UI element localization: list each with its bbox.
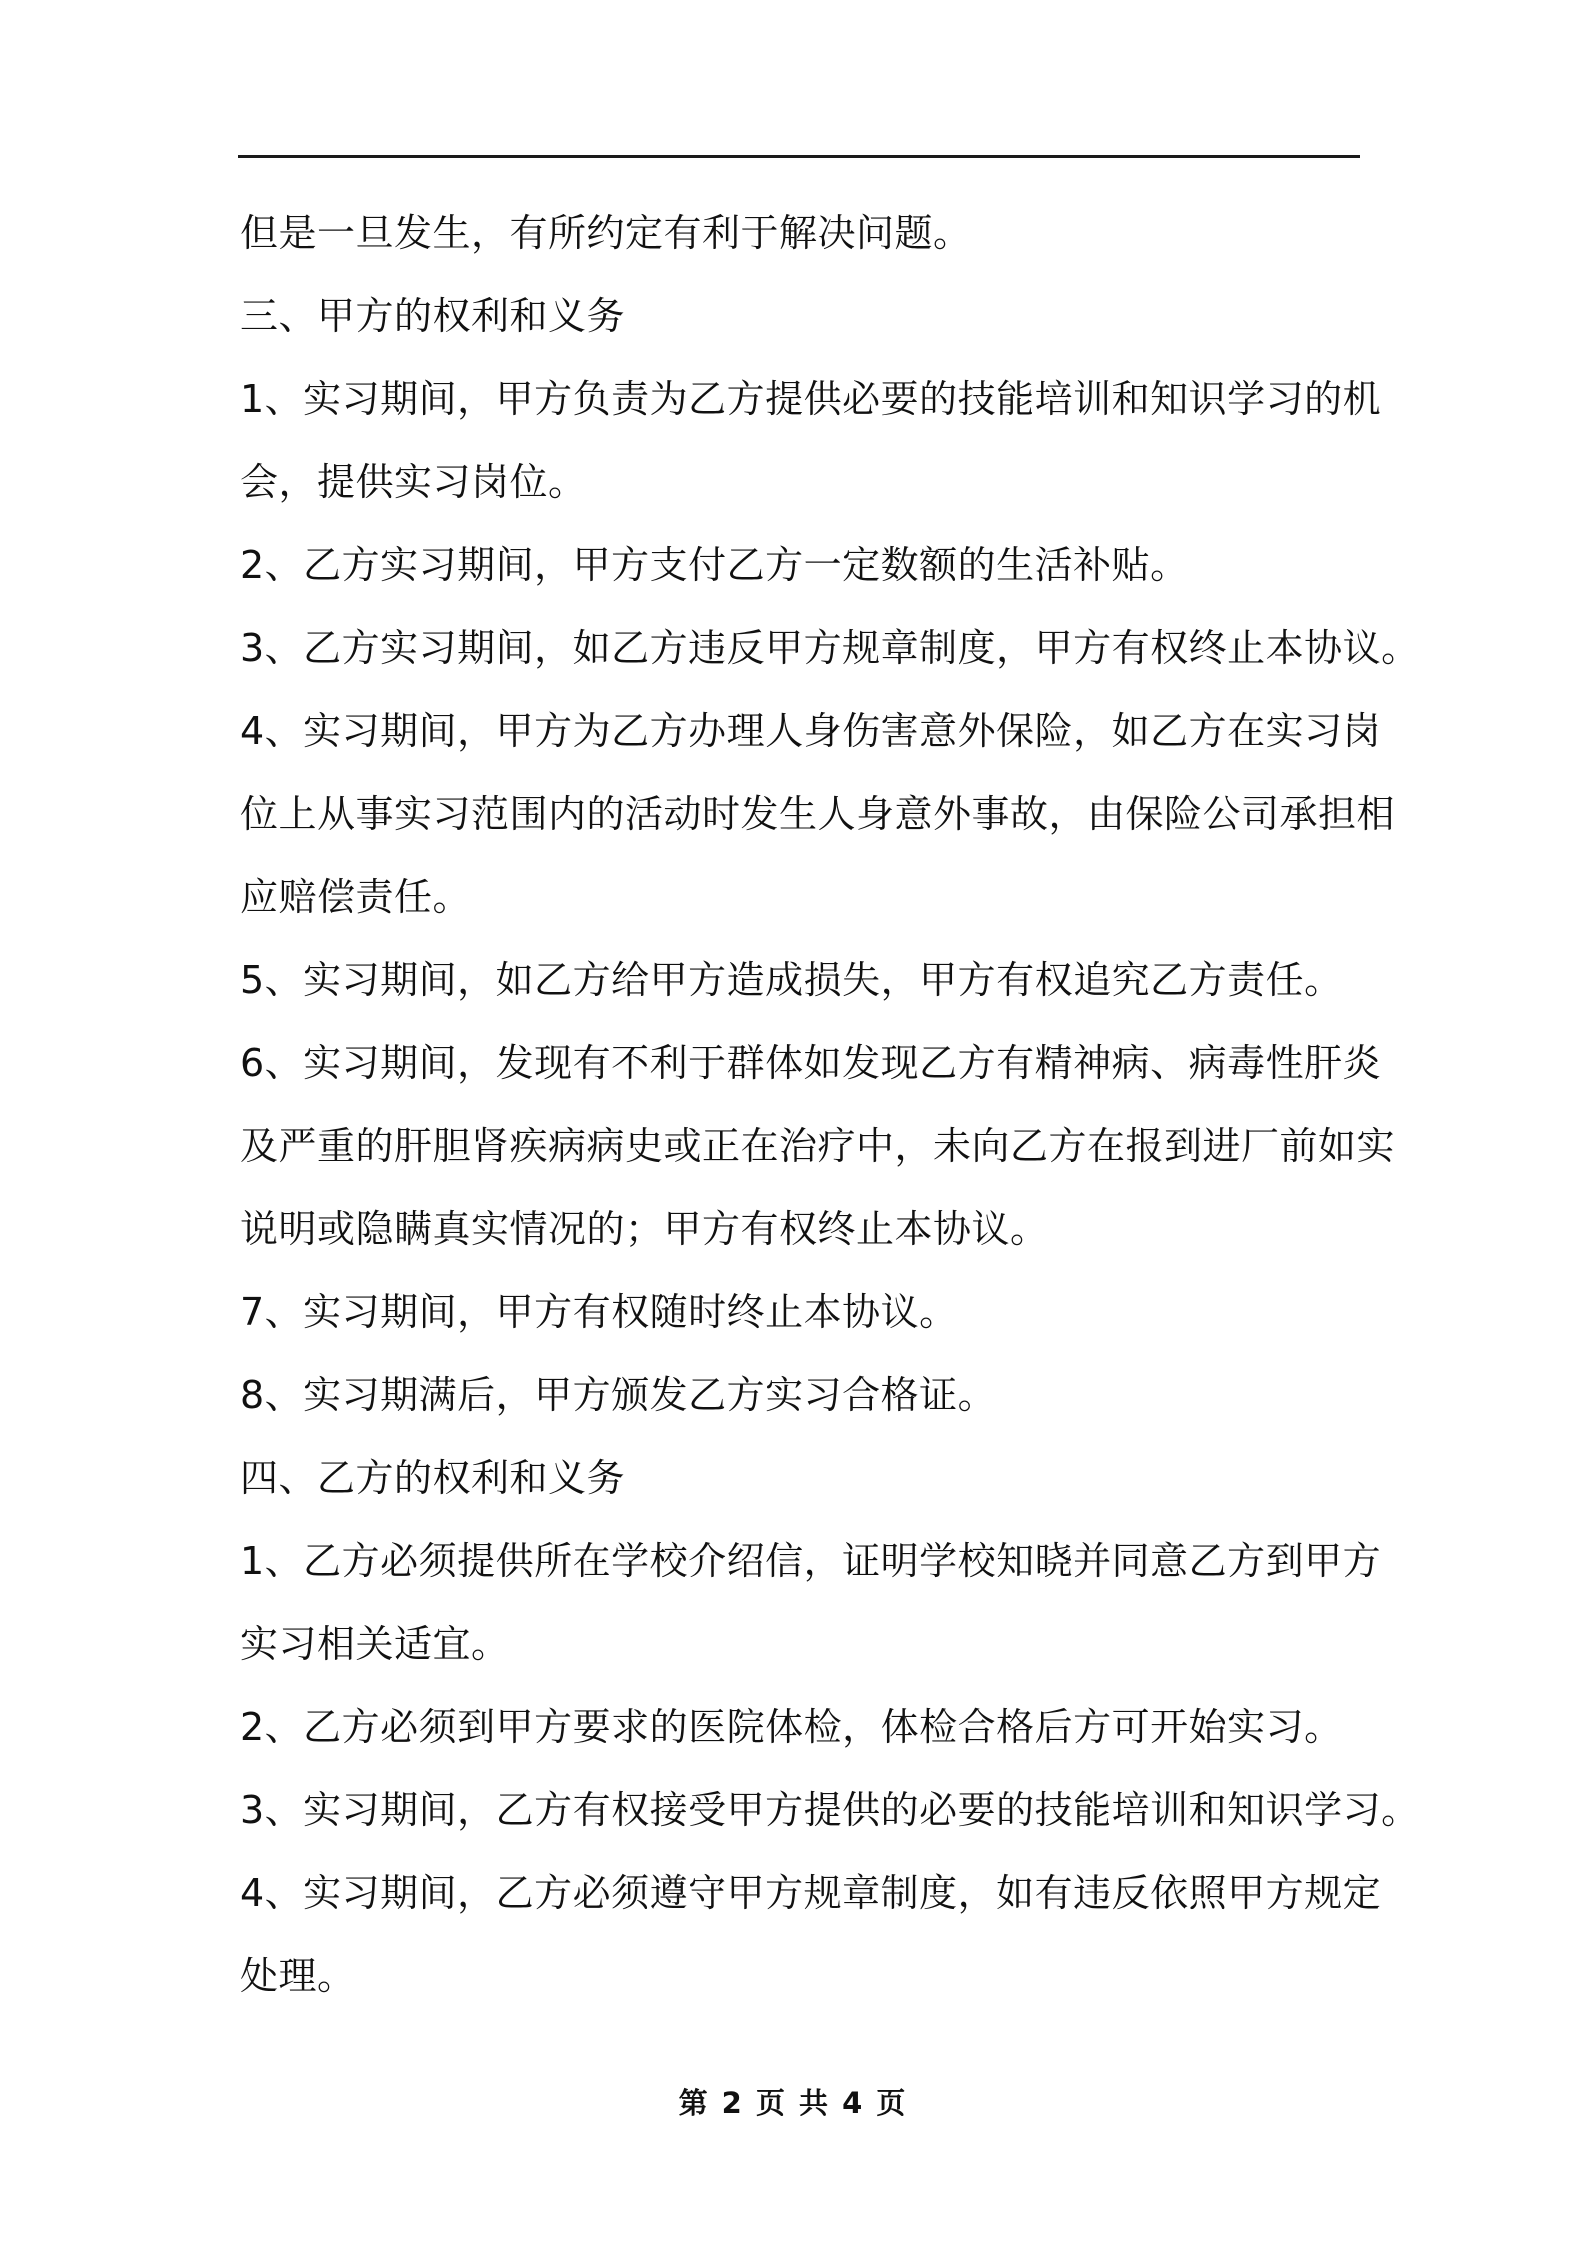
text-line: 2、乙方必须到甲方要求的医院体检，体检合格后方可开始实习。 [240,1705,1343,1749]
text-line: 实习相关适宜。 [240,1622,510,1666]
text-line: 1、乙方必须提供所在学校介绍信，证明学校知晓并同意乙方到甲方 [240,1539,1382,1583]
document-body [240,192,1420,2018]
text-line: 说明或隐瞒真实情况的；甲方有权终止本协议。 [240,1207,1049,1251]
page-number-footer: 第 2 页 共 4 页 [678,2086,908,2120]
header-rule [238,155,1360,158]
text-line: 会，提供实习岗位。 [240,460,587,504]
text-line: 及严重的肝胆肾疾病病史或正在治疗中，未向乙方在报到进厂前如实 [240,1124,1396,1168]
text-line: 但是一旦发生，有所约定有利于解决问题。 [240,211,972,255]
text-line: 2、乙方实习期间，甲方支付乙方一定数额的生活补贴。 [240,543,1189,587]
text-line: 应赔偿责任。 [240,875,472,919]
text-line: 1、实习期间，甲方负责为乙方提供必要的技能培训和知识学习的机 [240,377,1382,421]
text-line: 5、实习期间，如乙方给甲方造成损失，甲方有权追究乙方责任。 [240,958,1343,1002]
section-heading: 三、甲方的权利和义务 [240,294,626,338]
section-heading: 四、乙方的权利和义务 [240,1456,626,1500]
text-line: 8、实习期满后，甲方颁发乙方实习合格证。 [240,1373,997,1417]
text-line: 4、实习期间，甲方为乙方办理人身伤害意外保险，如乙方在实习岗 [240,709,1382,753]
text-line: 7、实习期间，甲方有权随时终止本协议。 [240,1290,958,1334]
text-line: 位上从事实习范围内的活动时发生人身意外事故，由保险公司承担相 [240,792,1396,836]
text-line: 3、乙方实习期间，如乙方违反甲方规章制度，甲方有权终止本协议。 [240,626,1420,670]
text-line: 3、实习期间，乙方有权接受甲方提供的必要的技能培训和知识学习。 [240,1788,1420,1832]
text-line: 4、实习期间，乙方必须遵守甲方规章制度，如有违反依照甲方规定 [240,1871,1382,1915]
text-line: 6、实习期间，发现有不利于群体如发现乙方有精神病、病毒性肝炎 [240,1041,1382,1085]
text-line: 处理。 [240,1954,356,1998]
